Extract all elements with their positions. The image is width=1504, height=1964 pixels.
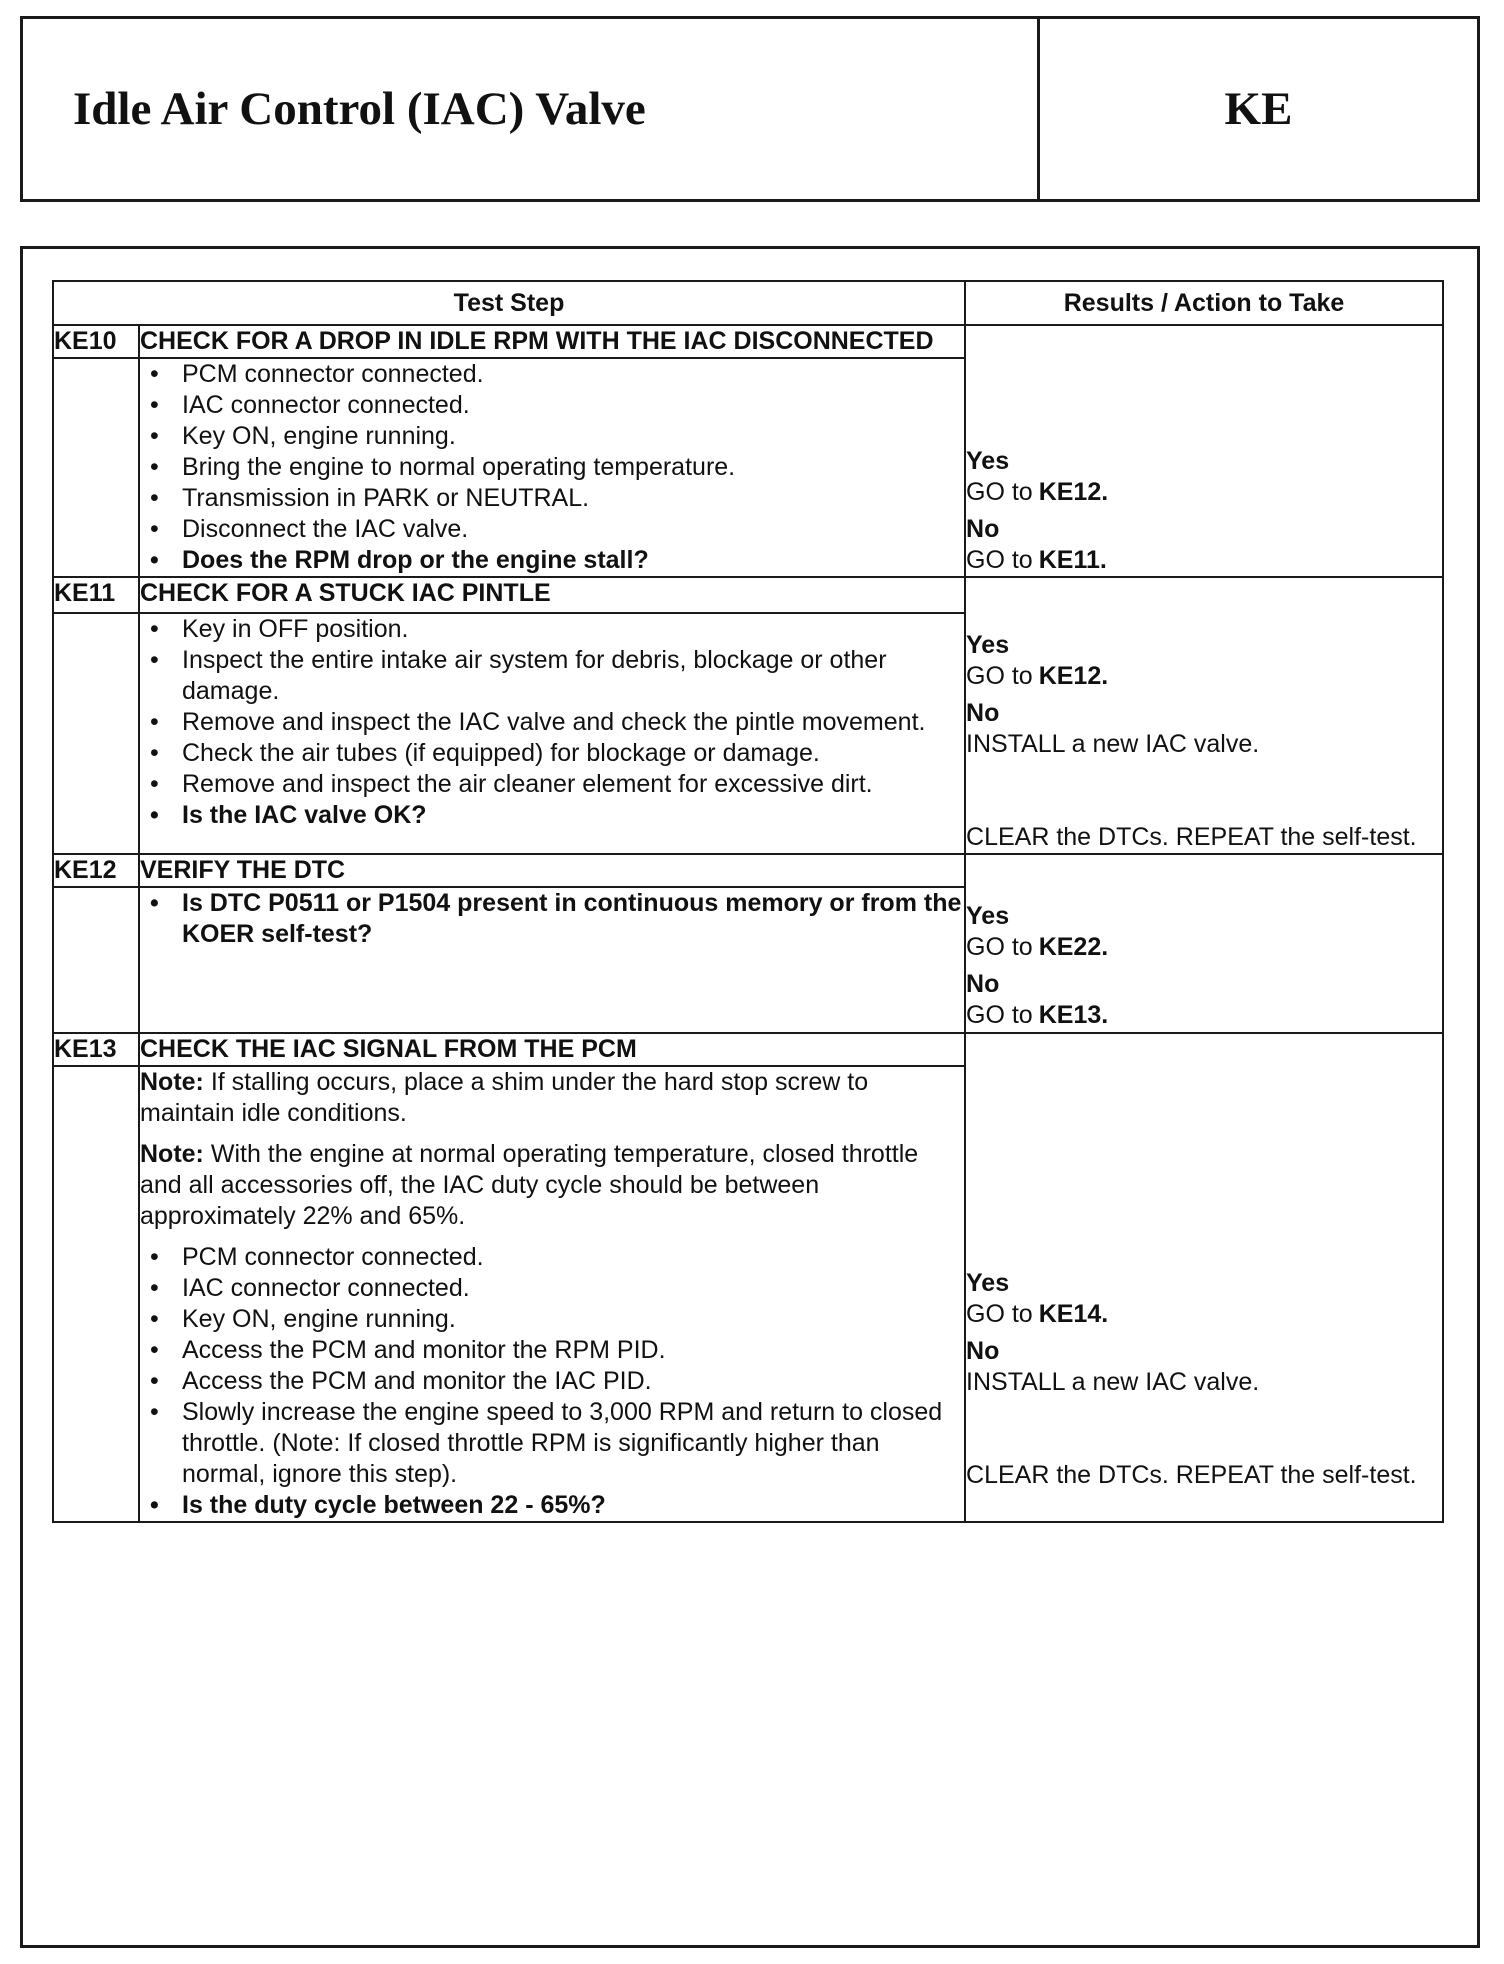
yes-action: GO to KE14.	[966, 1300, 1109, 1328]
table-row	[53, 577, 1443, 613]
step-title: CHECK FOR A STUCK IAC PINTLE	[139, 577, 965, 613]
no-label: No	[966, 515, 1000, 543]
step-body	[139, 358, 965, 577]
list-item: • PCM connector connected.	[140, 359, 964, 390]
list-item: • Transmission in PARK or NEUTRAL.	[140, 483, 964, 514]
list-item: • Remove and inspect the IAC valve and check the pintle movement.	[140, 707, 964, 738]
step-body	[139, 613, 965, 854]
list-item: • IAC connector connected.	[140, 390, 964, 421]
step-title: CHECK FOR A DROP IN IDLE RPM WITH THE IAC DISCONNECTED	[139, 325, 965, 358]
yes-action: GO to KE12.	[966, 662, 1109, 690]
list-item: • Key ON, engine running.	[140, 421, 964, 452]
list-item: • Slowly increase the engine speed to 3,000 RPM and return to closed throttle. (Note: If closed throttle RPM is significantly higher than normal, ignore this step).	[140, 1397, 964, 1490]
step-result	[965, 854, 1443, 1033]
table-header-row	[53, 281, 1443, 325]
list-item: • Access the PCM and monitor the IAC PID.	[140, 1366, 964, 1397]
step-title: VERIFY THE DTC	[139, 854, 965, 887]
yes-label: Yes	[966, 447, 1010, 475]
note: Note: With the engine at normal operating temperature, closed throttle and all accessories off, the IAC duty cycle should be between approximately 22% and 65%.	[140, 1140, 919, 1230]
list-item: • Key in OFF position.	[140, 614, 964, 645]
no-label: No	[966, 1337, 1000, 1365]
step-id: KE13	[53, 1033, 139, 1066]
list-item: • Inspect the entire intake air system for debris, blockage or other damage.	[140, 645, 964, 707]
list-item: • Bring the engine to normal operating temperature.	[140, 452, 964, 483]
step-body	[139, 1066, 965, 1522]
list-item: • Key ON, engine running.	[140, 1304, 964, 1335]
step-id: KE12	[53, 854, 139, 887]
yes-label: Yes	[966, 902, 1010, 930]
no-label: No	[966, 970, 1000, 998]
no-action: INSTALL a new IAC valve.	[966, 1368, 1260, 1396]
step-id: KE11	[53, 577, 139, 613]
note: Note: If stalling occurs, place a shim under the hard stop screw to maintain idle conditions.	[140, 1068, 869, 1127]
step-id: KE10	[53, 325, 139, 358]
yes-action: GO to KE22.	[966, 933, 1109, 961]
step-question: • Is the duty cycle between 22 - 65%?	[140, 1490, 964, 1521]
step-result	[965, 577, 1443, 854]
column-header-results: Results / Action to Take	[965, 281, 1443, 325]
no-action: INSTALL a new IAC valve.	[966, 730, 1260, 758]
step-question: • Does the RPM drop or the engine stall?	[140, 545, 964, 576]
step-question: • Is DTC P0511 or P1504 present in continuous memory or from the KOER self-test?	[140, 888, 964, 950]
page-title: Idle Air Control (IAC) Valve	[23, 19, 1040, 199]
table-row	[53, 325, 1443, 358]
list-item: • PCM connector connected.	[140, 1242, 964, 1273]
table-row	[53, 854, 1443, 887]
section-code: KE	[1224, 83, 1293, 135]
step-body	[139, 887, 965, 1033]
step-title: CHECK THE IAC SIGNAL FROM THE PCM	[139, 1033, 965, 1066]
list-item: • IAC connector connected.	[140, 1273, 964, 1304]
list-item: • Disconnect the IAC valve.	[140, 514, 964, 545]
yes-action: GO to KE12.	[966, 478, 1109, 506]
no-label: No	[966, 699, 1000, 727]
test-step-table	[52, 280, 1444, 1523]
column-header-test-step: Test Step	[53, 281, 965, 325]
table-row	[53, 1033, 1443, 1066]
list-item: • Access the PCM and monitor the RPM PID.	[140, 1335, 964, 1366]
list-item: • Remove and inspect the air cleaner element for excessive dirt.	[140, 769, 964, 800]
step-question: • Is the IAC valve OK?	[140, 800, 964, 831]
clear-instruction: CLEAR the DTCs. REPEAT the self-test.	[966, 823, 1417, 851]
yes-label: Yes	[966, 631, 1010, 659]
step-result	[965, 325, 1443, 577]
clear-instruction: CLEAR the DTCs. REPEAT the self-test.	[966, 1461, 1417, 1489]
no-action: GO to KE11.	[966, 546, 1107, 574]
no-action: GO to KE13.	[966, 1001, 1109, 1029]
list-item: • Check the air tubes (if equipped) for blockage or damage.	[140, 738, 964, 769]
yes-label: Yes	[966, 1269, 1010, 1297]
step-result	[965, 1033, 1443, 1522]
page-header	[20, 16, 1480, 202]
